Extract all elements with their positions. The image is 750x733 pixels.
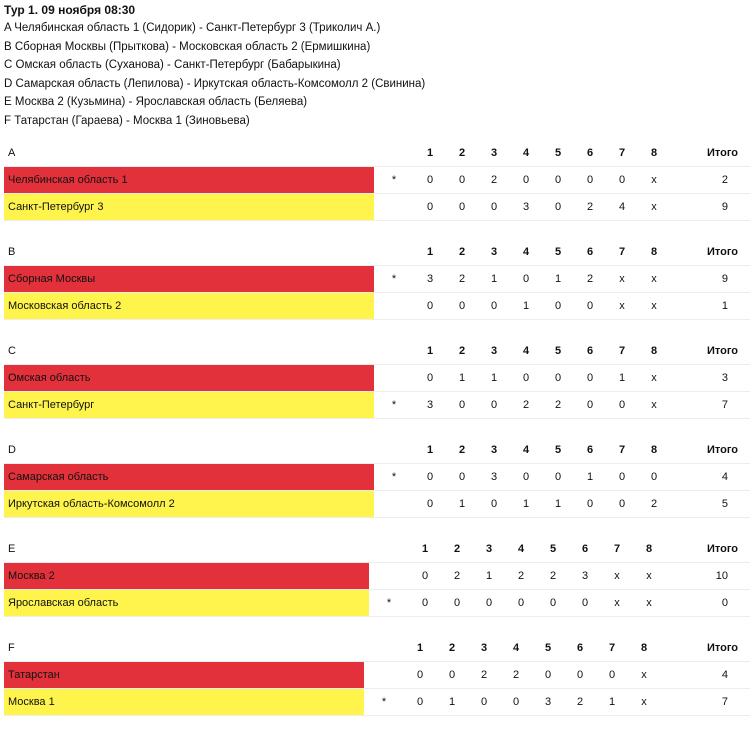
round-score: x — [628, 689, 660, 716]
group-table — [4, 535, 750, 617]
spacer-cell — [660, 689, 690, 716]
spacer-cell — [670, 392, 690, 419]
mark-header — [369, 535, 409, 563]
host-mark — [374, 194, 414, 221]
round-score: 0 — [436, 662, 468, 689]
round-score: 0 — [478, 194, 510, 221]
round-header: 5 — [542, 337, 574, 365]
spacer-cell — [670, 293, 690, 320]
group-header-row — [4, 139, 750, 167]
round-header: 1 — [404, 634, 436, 662]
mark-header — [374, 337, 414, 365]
team-row — [4, 293, 750, 320]
team-row — [4, 563, 750, 590]
spacer-cell — [670, 436, 690, 464]
round-score: 0 — [564, 662, 596, 689]
round-score: 0 — [414, 293, 446, 320]
round-header: 2 — [436, 634, 468, 662]
round-score: 0 — [606, 167, 638, 194]
team-total: 9 — [690, 266, 750, 293]
round-score: x — [638, 293, 670, 320]
round-header: 3 — [473, 535, 505, 563]
host-mark: * — [374, 464, 414, 491]
round-score: 1 — [596, 689, 628, 716]
round-score: 2 — [446, 266, 478, 293]
round-score: 2 — [638, 491, 670, 518]
round-score: 1 — [510, 491, 542, 518]
round-score: 0 — [574, 293, 606, 320]
mark-header — [374, 238, 414, 266]
group-name: A — [4, 139, 374, 167]
round-score: 0 — [478, 293, 510, 320]
round-score: 0 — [606, 392, 638, 419]
spacer-cell — [665, 563, 690, 590]
group-header-row — [4, 238, 750, 266]
group-header-row — [4, 634, 750, 662]
host-mark — [364, 662, 404, 689]
mark-header — [374, 139, 414, 167]
round-header: 2 — [446, 436, 478, 464]
team-total: 1 — [690, 293, 750, 320]
total-header: Итого — [690, 139, 750, 167]
round-score: 0 — [542, 293, 574, 320]
match-list — [4, 19, 746, 130]
round-score: 0 — [404, 689, 436, 716]
round-score: 0 — [478, 392, 510, 419]
team-name: Татарстан — [4, 662, 364, 689]
round-score: 0 — [606, 464, 638, 491]
round-header: 7 — [606, 337, 638, 365]
round-score: 1 — [510, 293, 542, 320]
round-score: 3 — [478, 464, 510, 491]
round-header: 3 — [478, 436, 510, 464]
round-score: 0 — [510, 365, 542, 392]
round-header: 4 — [500, 634, 532, 662]
round-score: 0 — [409, 563, 441, 590]
round-header: 6 — [564, 634, 596, 662]
host-mark — [374, 293, 414, 320]
spacer-cell — [665, 590, 690, 617]
round-score: 0 — [574, 167, 606, 194]
round-header: 7 — [606, 139, 638, 167]
round-score: 0 — [542, 365, 574, 392]
round-score: 0 — [414, 194, 446, 221]
spacer-cell — [670, 337, 690, 365]
team-row — [4, 662, 750, 689]
round-score: 0 — [473, 590, 505, 617]
team-row — [4, 590, 750, 617]
round-score: 2 — [574, 194, 606, 221]
spacer-cell — [660, 634, 690, 662]
host-mark: * — [374, 392, 414, 419]
spacer-cell — [670, 167, 690, 194]
round-score: 1 — [446, 365, 478, 392]
round-header: 3 — [478, 139, 510, 167]
round-score: x — [628, 662, 660, 689]
team-name: Москва 2 — [4, 563, 369, 590]
round-header: 6 — [574, 139, 606, 167]
round-score: 2 — [564, 689, 596, 716]
round-score: 2 — [510, 392, 542, 419]
round-score: 0 — [446, 194, 478, 221]
spacer-cell — [670, 491, 690, 518]
round-score: 0 — [446, 464, 478, 491]
round-header: 4 — [505, 535, 537, 563]
round-header: 2 — [446, 337, 478, 365]
host-mark — [374, 491, 414, 518]
round-score: 0 — [510, 167, 542, 194]
round-score: 3 — [532, 689, 564, 716]
round-score: 0 — [542, 194, 574, 221]
round-header: 5 — [532, 634, 564, 662]
team-name: Москва 1 — [4, 689, 364, 716]
host-mark: * — [374, 266, 414, 293]
round-header: 4 — [510, 238, 542, 266]
round-score: 1 — [542, 491, 574, 518]
team-row — [4, 365, 750, 392]
team-total: 7 — [690, 392, 750, 419]
round-header: 8 — [638, 139, 670, 167]
round-header: 1 — [414, 238, 446, 266]
team-total: 9 — [690, 194, 750, 221]
team-name: Санкт-Петербург 3 — [4, 194, 374, 221]
team-name: Сборная Москвы — [4, 266, 374, 293]
spacer-cell — [670, 365, 690, 392]
round-score: x — [606, 266, 638, 293]
round-score: 0 — [537, 590, 569, 617]
spacer-cell — [670, 194, 690, 221]
round-header: 2 — [446, 238, 478, 266]
round-header: 5 — [542, 139, 574, 167]
round-score: 1 — [574, 464, 606, 491]
round-header: 1 — [414, 436, 446, 464]
team-name: Омская область — [4, 365, 374, 392]
tour-title: Тур 1. 09 ноября 08:30 — [4, 3, 136, 17]
round-score: 3 — [510, 194, 542, 221]
round-score: 0 — [569, 590, 601, 617]
team-total: 5 — [690, 491, 750, 518]
team-total: 10 — [690, 563, 750, 590]
group-name: F — [4, 634, 364, 662]
round-score: 4 — [606, 194, 638, 221]
round-score: 3 — [414, 266, 446, 293]
team-row — [4, 392, 750, 419]
round-score: x — [606, 293, 638, 320]
round-score: 1 — [436, 689, 468, 716]
round-score: 0 — [414, 167, 446, 194]
round-score: 2 — [574, 266, 606, 293]
round-score: x — [601, 563, 633, 590]
round-header: 2 — [446, 139, 478, 167]
spacer-cell — [670, 464, 690, 491]
mark-header — [374, 436, 414, 464]
round-header: 3 — [478, 337, 510, 365]
round-header: 1 — [414, 337, 446, 365]
spacer-cell — [670, 238, 690, 266]
host-mark: * — [364, 689, 404, 716]
total-header: Итого — [690, 436, 750, 464]
round-header: 6 — [569, 535, 601, 563]
spacer-cell — [660, 662, 690, 689]
host-mark — [369, 563, 409, 590]
round-header: 7 — [601, 535, 633, 563]
round-score: 0 — [574, 491, 606, 518]
round-score: 0 — [505, 590, 537, 617]
round-score: 2 — [537, 563, 569, 590]
team-total: 7 — [690, 689, 750, 716]
round-header: 7 — [606, 436, 638, 464]
total-header: Итого — [690, 337, 750, 365]
round-score: 2 — [500, 662, 532, 689]
group-table — [4, 634, 750, 716]
round-score: 0 — [574, 392, 606, 419]
group-name: E — [4, 535, 369, 563]
match-item: F Татарстан (Гараева) - Москва 1 (Зиновьева) — [4, 114, 250, 127]
round-header: 6 — [574, 337, 606, 365]
round-header: 4 — [510, 436, 542, 464]
total-header: Итого — [690, 634, 750, 662]
round-score: 0 — [414, 491, 446, 518]
round-header: 1 — [409, 535, 441, 563]
round-header: 5 — [537, 535, 569, 563]
host-mark: * — [369, 590, 409, 617]
round-score: 0 — [441, 590, 473, 617]
group-header-row — [4, 535, 750, 563]
team-name: Челябинская область 1 — [4, 167, 374, 194]
round-score: 0 — [532, 662, 564, 689]
round-score: 1 — [542, 266, 574, 293]
round-score: 0 — [542, 167, 574, 194]
round-score: 0 — [478, 491, 510, 518]
round-score: 2 — [441, 563, 473, 590]
round-score: x — [633, 590, 665, 617]
round-header: 4 — [510, 337, 542, 365]
round-score: 0 — [606, 491, 638, 518]
round-header: 3 — [478, 238, 510, 266]
round-score: 0 — [414, 365, 446, 392]
team-name: Санкт-Петербург — [4, 392, 374, 419]
match-item: C Омская область (Суханова) - Санкт-Петербург (Бабарыкина) — [4, 59, 341, 71]
team-total: 4 — [690, 464, 750, 491]
round-header: 8 — [638, 238, 670, 266]
round-score: x — [638, 194, 670, 221]
round-score: 1 — [478, 365, 510, 392]
group-table — [4, 238, 750, 320]
spacer-cell — [665, 535, 690, 563]
total-header: Итого — [690, 238, 750, 266]
group-name: B — [4, 238, 374, 266]
round-score: 2 — [468, 662, 500, 689]
round-score: x — [638, 266, 670, 293]
total-header: Итого — [690, 535, 750, 563]
round-score: x — [601, 590, 633, 617]
round-score: 1 — [478, 266, 510, 293]
round-header: 8 — [628, 634, 660, 662]
round-score: 2 — [478, 167, 510, 194]
round-score: x — [633, 563, 665, 590]
group-table — [4, 139, 750, 221]
round-score: 0 — [574, 365, 606, 392]
team-total: 3 — [690, 365, 750, 392]
round-header: 8 — [633, 535, 665, 563]
team-total: 0 — [690, 590, 750, 617]
round-score: x — [638, 167, 670, 194]
round-score: 1 — [473, 563, 505, 590]
round-score: 0 — [414, 464, 446, 491]
round-score: 0 — [446, 392, 478, 419]
team-name: Московская область 2 — [4, 293, 374, 320]
round-score: 3 — [569, 563, 601, 590]
round-header: 7 — [596, 634, 628, 662]
round-score: 1 — [446, 491, 478, 518]
round-score: 0 — [468, 689, 500, 716]
spacer-cell — [670, 266, 690, 293]
team-row — [4, 464, 750, 491]
group-name: C — [4, 337, 374, 365]
match-item: A Челябинская область 1 (Сидорик) - Санкт-Петербург 3 (Триколич А.) — [4, 22, 381, 34]
round-score: 0 — [510, 464, 542, 491]
team-row — [4, 491, 750, 518]
team-name: Ярославская область — [4, 590, 369, 617]
group-header-row — [4, 337, 750, 365]
team-total: 2 — [690, 167, 750, 194]
round-score: 0 — [446, 167, 478, 194]
round-header: 3 — [468, 634, 500, 662]
round-score: 0 — [404, 662, 436, 689]
round-header: 7 — [606, 238, 638, 266]
group-header-row — [4, 436, 750, 464]
round-score: 3 — [414, 392, 446, 419]
match-item: D Самарская область (Лепилова) - Иркутская область-Комсомолл 2 (Свинина) — [4, 77, 426, 90]
host-mark — [374, 365, 414, 392]
match-item: E Москва 2 (Кузьмина) - Ярославская область (Беляева) — [4, 96, 308, 108]
round-score: x — [638, 365, 670, 392]
team-name: Самарская область — [4, 464, 374, 491]
group-table — [4, 337, 750, 419]
group-name: D — [4, 436, 374, 464]
round-header: 6 — [574, 238, 606, 266]
round-header: 4 — [510, 139, 542, 167]
round-score: 2 — [505, 563, 537, 590]
round-header: 5 — [542, 238, 574, 266]
round-score: 1 — [606, 365, 638, 392]
round-score: 0 — [409, 590, 441, 617]
group-table — [4, 436, 750, 518]
round-score: 0 — [446, 293, 478, 320]
score-tables — [4, 139, 746, 716]
round-header: 1 — [414, 139, 446, 167]
round-header: 2 — [441, 535, 473, 563]
round-score: 2 — [542, 392, 574, 419]
team-name: Иркутская область-Комсомолл 2 — [4, 491, 374, 518]
team-row — [4, 689, 750, 716]
host-mark: * — [374, 167, 414, 194]
team-row — [4, 167, 750, 194]
round-score: x — [638, 392, 670, 419]
team-total: 4 — [690, 662, 750, 689]
round-score: 0 — [500, 689, 532, 716]
spacer-cell — [670, 139, 690, 167]
match-item: B Сборная Москвы (Прыткова) - Московская область 2 (Ермишкина) — [4, 40, 371, 53]
team-row — [4, 266, 750, 293]
round-score: 0 — [542, 464, 574, 491]
round-score: 0 — [638, 464, 670, 491]
round-score: 0 — [510, 266, 542, 293]
round-header: 6 — [574, 436, 606, 464]
round-header: 8 — [638, 436, 670, 464]
round-score: 0 — [596, 662, 628, 689]
round-header: 8 — [638, 337, 670, 365]
round-header: 5 — [542, 436, 574, 464]
mark-header — [364, 634, 404, 662]
team-row — [4, 194, 750, 221]
